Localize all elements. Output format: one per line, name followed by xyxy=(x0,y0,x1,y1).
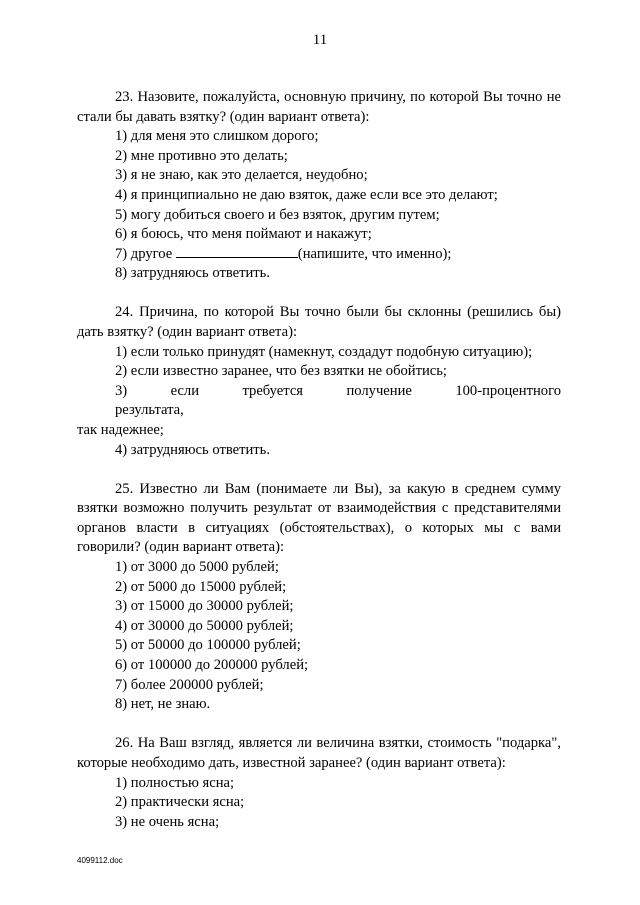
question-text: 24. Причина, по которой Вы точно были бы склонны (решились бы) дать взятку? (один вариант ответа): xyxy=(77,304,561,341)
question-23 xyxy=(77,88,561,284)
answer-option: 1) полностью ясна; xyxy=(115,774,235,791)
answer-option: 4) я принципиально не даю взяток, даже если все это делают; xyxy=(115,186,498,203)
question-25 xyxy=(77,480,561,715)
answer-options xyxy=(77,343,561,461)
answer-option: 2) от 5000 до 15000 рублей; xyxy=(115,578,287,595)
write-in-blank-line xyxy=(176,245,298,258)
question-24 xyxy=(77,303,561,460)
answer-option: 4) от 30000 до 50000 рублей; xyxy=(115,617,294,634)
answer-option-label: 7) другое xyxy=(115,245,176,262)
answer-option: 8) затрудняюсь ответить. xyxy=(115,265,270,282)
question-text: 26. На Ваш взгляд, является ли величина взятки, стоимость "подарка", которые необходимо дать, известной заранее? (один вариант ответа): xyxy=(77,735,561,771)
answer-option-continuation: так надежнее; xyxy=(77,422,164,438)
answer-option: 4) затрудняюсь ответить. xyxy=(115,441,270,458)
answer-option: 6) я боюсь, что меня поймают и накажут; xyxy=(115,226,372,243)
answer-options xyxy=(77,127,561,284)
document-filename: 4099112.doc xyxy=(77,856,123,865)
answer-option: 1) от 3000 до 5000 рублей; xyxy=(115,559,279,576)
answer-option: 1) для меня это слишком дорого; xyxy=(115,128,319,145)
page-number: 11 xyxy=(312,32,328,48)
write-in-instruction: (напишите, что именно); xyxy=(297,245,452,262)
answer-option: 6) от 100000 до 200000 рублей; xyxy=(115,657,309,674)
question-26 xyxy=(77,734,561,832)
answer-option: 3) не очень ясна; xyxy=(115,813,220,830)
answer-option: 3) от 15000 до 30000 рублей; xyxy=(115,598,294,615)
answer-option: 7) более 200000 рублей; xyxy=(115,676,264,693)
answer-option: 3) я не знаю, как это делается, неудобно; xyxy=(115,167,368,184)
page-content xyxy=(77,88,561,832)
answer-option: 3) если требуется получение 100-процентного результата, xyxy=(115,382,561,419)
answer-option: 1) если только принудят (намекнут, создадут подобную ситуацию); xyxy=(115,343,533,360)
answer-option: 8) нет, не знаю. xyxy=(115,696,211,713)
answer-option: 2) практически ясна; xyxy=(115,794,245,811)
answer-option: 2) если известно заранее, что без взятки не обойтись; xyxy=(115,363,447,380)
question-text: 23. Назовите, пожалуйста, основную причину, по которой Вы точно не стали бы давать взятку? (один вариант ответа): xyxy=(77,89,561,125)
answer-option-other xyxy=(77,245,561,265)
answer-option: 5) от 50000 до 100000 рублей; xyxy=(115,637,301,654)
answer-option: 2) мне противно это делать; xyxy=(115,147,288,164)
answer-options xyxy=(77,774,561,833)
answer-option: 5) могу добиться своего и без взяток, другим путем; xyxy=(115,206,440,223)
question-text: 25. Известно ли Вам (понимаете ли Вы), за какую в среднем сумму взятки возможно получить результат от взаимодействия с представителями органов власти в ситуациях (обстоятельствах), о которых мы с вами говорили? (один вариант ответа): xyxy=(77,480,561,556)
answer-options xyxy=(77,558,561,715)
